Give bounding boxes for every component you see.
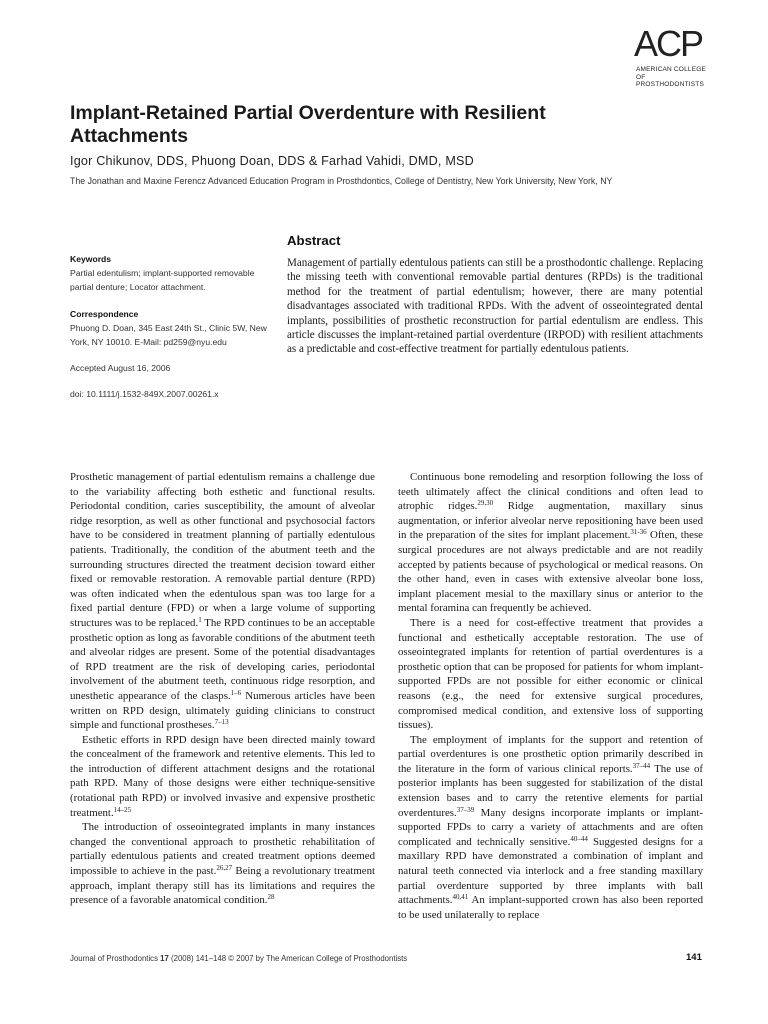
citation: 40–44 [570,834,588,843]
acp-logo-mark: ACP [634,23,703,64]
citation: 37–44 [632,761,651,770]
citation: 40,41 [452,893,469,902]
citation: 29,30 [477,499,494,508]
citation: 26,27 [216,864,233,873]
doi-link[interactable]: doi: 10.1111/j.1532-849X.2007.00261.x [70,389,219,400]
citation: 7–13 [214,718,229,727]
journal-volume: 17 [160,954,169,963]
accepted-date: Accepted August 16, 2006 [70,363,171,374]
journal-footer [70,954,407,963]
citation: 28 [267,893,275,902]
body-paragraph: There is a need for cost-effective treatment that provides a functional and esthetically acceptable restoration. The use of osseointegrated implants for retention of partial overdentures is a prosthetic option that can be proposed for patients for whom implant-supported FPDs are not possible for either economic or clinical reasons (e.g., the need for extensive surgical procedures, compromised medical condition, and extensive loss of supporting tissues). [398,616,703,732]
body-paragraph: Prosthetic management of partial edentulism remains a challenge due to the variability affecting both esthetic and functional results. Periodontal condition, caries susceptibility, the amount of alveolar ridge resorption, as well as other functional and psychosocial factors have to be considered in treatment planning of partially edentulous patients. Traditionally, the condition of the abutment teeth and the surrounding structures directed the treatment decision toward either fixed or removable restoration. A removable partial denture (RPD) was often indicated when the edentulous span was too large for a fixed partial denture (FPD) or when a large volume of supporting structures was to be replaced.$^1$ The RPD continues to be an acceptable prosthetic option as long as favorable conditions of the abutment teeth and alveolar ridges are present. Some of the potential disadvantages of RPD treatment are the risk of developing caries, periodontal involvement of the abutment teeth, continuous ridge resorption, and unesthetic appearance of the clasps.$^{1-6}$ Numerous articles have been written on RPD design, ultimately guiding clinicians to construct simple and functional prostheses.$^{7-13}$ [70,471,375,732]
acp-logo-subtitle: AMERICAN COLLEGE OF PROSTHODONTISTS [636,66,707,88]
journal-citation: (2008) 141–148 © 2007 by The American College of Prosthodontists [168,954,408,963]
body-paragraph: Continuous bone remodeling and resorption following the loss of teeth ultimately affect the clinical conditions and often lead to atrophic ridges.$^{29,30}$ Ridge augmentation, maxillary sinus augmentation, or inferior alveolar nerve repositioning have been used in the preparation of the sites for implant placement.$^{31-36}$ Often, these surgical procedures are not always predictable and are not readily accepted by patients because of psychological or medical reasons. On the other hand, even in cases with extensive alveolar bone loss, implant placement mesial to the maxillary sinus or anterior to the mental foramina can frequently be achieved. [398,471,704,615]
author-list: Igor Chikunov, DDS, Phuong Doan, DDS & Farhad Vahidi, DMD, MSD [70,154,474,168]
keywords-text: Partial edentulism; implant-supported removable partial denture; Locator attachment. [70,268,255,293]
article-info-sidebar [70,252,276,414]
correspondence-text: Phuong D. Doan, 345 East 24th St., Clinic 5W, New York, NY 10010. E-Mail: pd259@nyu.edu [70,322,267,348]
keywords-block [70,252,276,295]
citation: 1–6 [230,688,242,697]
body-paragraph: Esthetic efforts in RPD design have been directed mainly toward the concealment of the framework and retentive elements. This led to the introduction of different attachment designs and the rotational path RPD. Many of those designs were either technique-sensitive (rotational path RPD) or involved invasive and expensive prosthetic treatment.$^{14-25}$ [70,733,375,819]
abstract-heading: Abstract [287,233,341,248]
body-paragraph: The employment of implants for the support and retention of partial overdentures is one prosthetic option primarily described in the literature in the form of various clinical reports.$^{37-44}$ The use of posterior implants has been suggested for stabilization of the distal extension bases and to carry the retentive elements for partial overdentures.$^{37-39}$ Many designs incorporate implants or implant-supported FPDs to carry a variety of attachments and are often complicated and technically sensitive.$^{40-44}$ Suggested designs for a maxillary RPD have demonstrated a combination of implant and natural teeth connected via interlock and a free standing maxillary partial overdenture supported by three implants with ball attachments.$^{40,41}$ An implant-supported crown has also been reported to be used unilaterally to replace [398,733,703,921]
citation: 14–25 [113,805,132,814]
body-column-left [70,470,375,908]
acp-logo [612,23,708,88]
keywords-label: Keywords [70,254,112,264]
correspondence-block [70,307,276,350]
citation: 31-36 [630,528,647,537]
correspondence-label: Correspondence [70,308,139,319]
abstract-text: Management of partially edentulous patients can still be a prosthodontic challenge. Replacing the missing teeth with conventional removable partial dentures (RPDs) is the traditional method for the treatment of partial edentulism; however, there are many potential disadvantages associated with traditional RPDs. With the advent of osseointegrated dental implants, possibilities of prosthetic reconstruction for partial edentulism are endless. This article discusses the implant-retained partial overdenture (IRPOD) with resilient attachments as a predictable and cost-effective treatment for partially edentulous patients. [287,257,703,356]
affiliation: The Jonathan and Maxine Ferencz Advanced Education Program in Prosthdontics, College of Dentistry, New York University, New York, NY [70,176,613,186]
journal-name: Journal of Prosthodontics [70,954,158,963]
citation: 37–39 [456,805,475,814]
body-column-right [398,470,703,922]
body-paragraph: The introduction of osseointegrated implants in many instances changed the conventional approach to prosthetic rehabilitation of partially edentulous patients and created treatment options deemed impossible to achieve in the past.$^{26,27}$ Being a revolutionary treatment approach, implant therapy still has its limitations and requires the presence of a favorable anatomical condition.$^{28}$ [70,821,376,907]
page-number: 141 [686,952,702,963]
article-title: Implant-Retained Partial Overdenture with Resilient Attachments [70,102,546,147]
citation: 1 [198,615,202,624]
